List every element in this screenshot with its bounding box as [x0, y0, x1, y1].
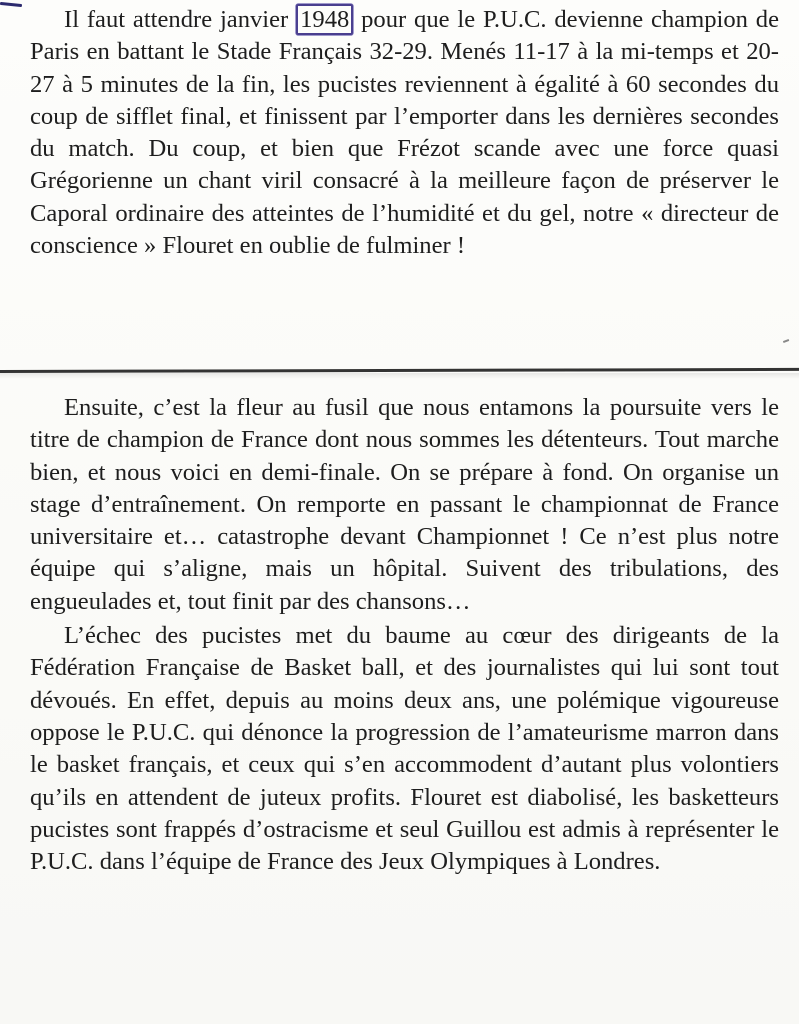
highlighted-year: 1948 — [296, 4, 353, 35]
text-before-year: Il faut attendre janvier — [64, 6, 297, 33]
top-excerpt — [30, 4, 779, 262]
cut-divider-shadow — [0, 373, 799, 379]
pen-mark — [0, 2, 22, 7]
bottom-excerpt — [30, 392, 779, 878]
paragraph-echec: L’échec des pucistes met du baume au cœur des dirigeants de la Fédération Française de Basket ball, et des journalistes qui lui sont tout dévoués. En effet, depuis au moins deux ans, une polémique vigoureuse oppose le P.U.C. qui dénonce la progression de l’amateurisme marron dans le basket français, et ceux qui s’en accommodent d’autant plus volontiers qu’ils en attendent de juteux profits. Flouret est diabolisé, les basketteurs pucistes sont frappés d’ostracisme et seul Guillou est admis à représenter le P.U.C. dans l’équipe de France des Jeux Olympiques à Londres. — [30, 622, 779, 876]
scan-speck — [783, 339, 789, 342]
paragraph-championship-1948 — [30, 4, 779, 262]
text-after-year: pour que le P.U.C. devienne champion de Paris en battant le Stade Français 32-29. Menés 11-17 à la mi-temps et 20-27 à 5 minutes de la fin, les pucistes reviennent à égalité à 60 secondes du coup de sifflet final, et finissent par l’emporter dans les dernières secondes du match. Du coup, et bien que Frézot scande avec une force quasi Grégorienne un chant viril consacré à la meilleure façon de préserver le Caporal ordinaire des atteintes de l’humidité et du gel, notre « directeur de conscience » Flouret en oublie de fulminer ! — [30, 6, 779, 260]
paragraph-ensuite: Ensuite, c’est la fleur au fusil que nous entamons la poursuite vers le titre de champion de France dont nous sommes les détenteurs. Tout marche bien, et nous voici en demi-finale. On se prépare à fond. On organise un stage d’entraînement. On remporte en passant le championnat de France universitaire et… catastrophe devant Championnet ! Ce n’est plus notre équipe qui s’aligne, mais un hôpital. Suivent des tribulations, des engueulades et, tout finit par des chansons… — [30, 394, 779, 615]
